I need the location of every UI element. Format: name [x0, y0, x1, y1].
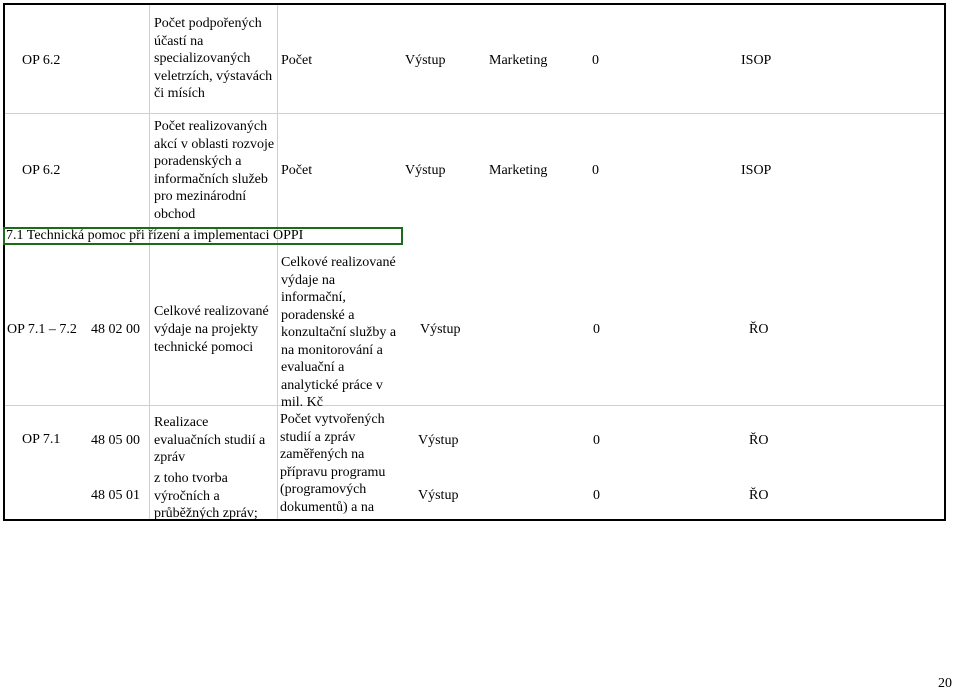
- row-number: 48 05 00: [91, 433, 140, 448]
- group-code: OP 7.1: [22, 432, 61, 447]
- column-divider: [277, 5, 278, 519]
- row-number: 48 02 00: [91, 322, 140, 337]
- row-indicator: z toho tvorba výročních a průběžných zpráv;: [154, 471, 258, 521]
- row-type: Výstup: [405, 163, 446, 178]
- row-system: ISOP: [741, 163, 772, 178]
- row-indicator: Celkové realizované výdaje na projekty technické pomoci: [154, 304, 269, 355]
- row-source: Marketing: [489, 163, 548, 178]
- row-divider: [5, 405, 944, 406]
- row-divider: [5, 113, 944, 114]
- row-type: Výstup: [418, 433, 459, 448]
- row-description: Celkové realizované výdaje na informační, poradenské a konzultační služby a na monitorování a evaluační a analytické práce v mil. Kč: [281, 255, 397, 410]
- row-indicator: Realizace evaluačních studií a zpráv: [154, 415, 266, 465]
- row-code: OP 6.2: [22, 53, 61, 68]
- row-value: 0: [592, 163, 599, 178]
- page-number: 20: [938, 676, 952, 691]
- row-unit: Počet: [281, 53, 313, 68]
- row-system: ŘO: [749, 433, 769, 448]
- group-description: Počet vytvořených studií a zpráv zaměřených na přípravu programu (programových dokumentů) a na: [280, 412, 386, 515]
- row-type: Výstup: [418, 488, 459, 503]
- row-code: OP 7.1 – 7.2: [7, 322, 77, 337]
- row-value: 0: [593, 488, 600, 503]
- row-value: 0: [593, 433, 600, 448]
- row-number: 48 05 01: [91, 488, 140, 503]
- row-value: 0: [593, 322, 600, 337]
- row-unit: Počet: [281, 163, 313, 178]
- row-type: Výstup: [420, 322, 461, 337]
- row-code: OP 6.2: [22, 163, 61, 178]
- row-source: Marketing: [489, 53, 548, 68]
- row-indicator: Počet podpořených účastí na specializovaných veletrzích, výstavách či mísích: [154, 16, 273, 101]
- row-value: 0: [592, 53, 599, 68]
- section-title: 7.1 Technická pomoc při řízení a implementaci OPPI: [6, 228, 304, 243]
- row-system: ŘO: [749, 322, 769, 337]
- row-system: ŘO: [749, 488, 769, 503]
- row-system: ISOP: [741, 53, 772, 68]
- row-indicator: Počet realizovaných akcí v oblasti rozvoje poradenských a informačních služeb pro mezinárodní obchod: [154, 119, 275, 222]
- column-divider: [149, 5, 150, 519]
- row-type: Výstup: [405, 53, 446, 68]
- table-frame: [3, 3, 946, 521]
